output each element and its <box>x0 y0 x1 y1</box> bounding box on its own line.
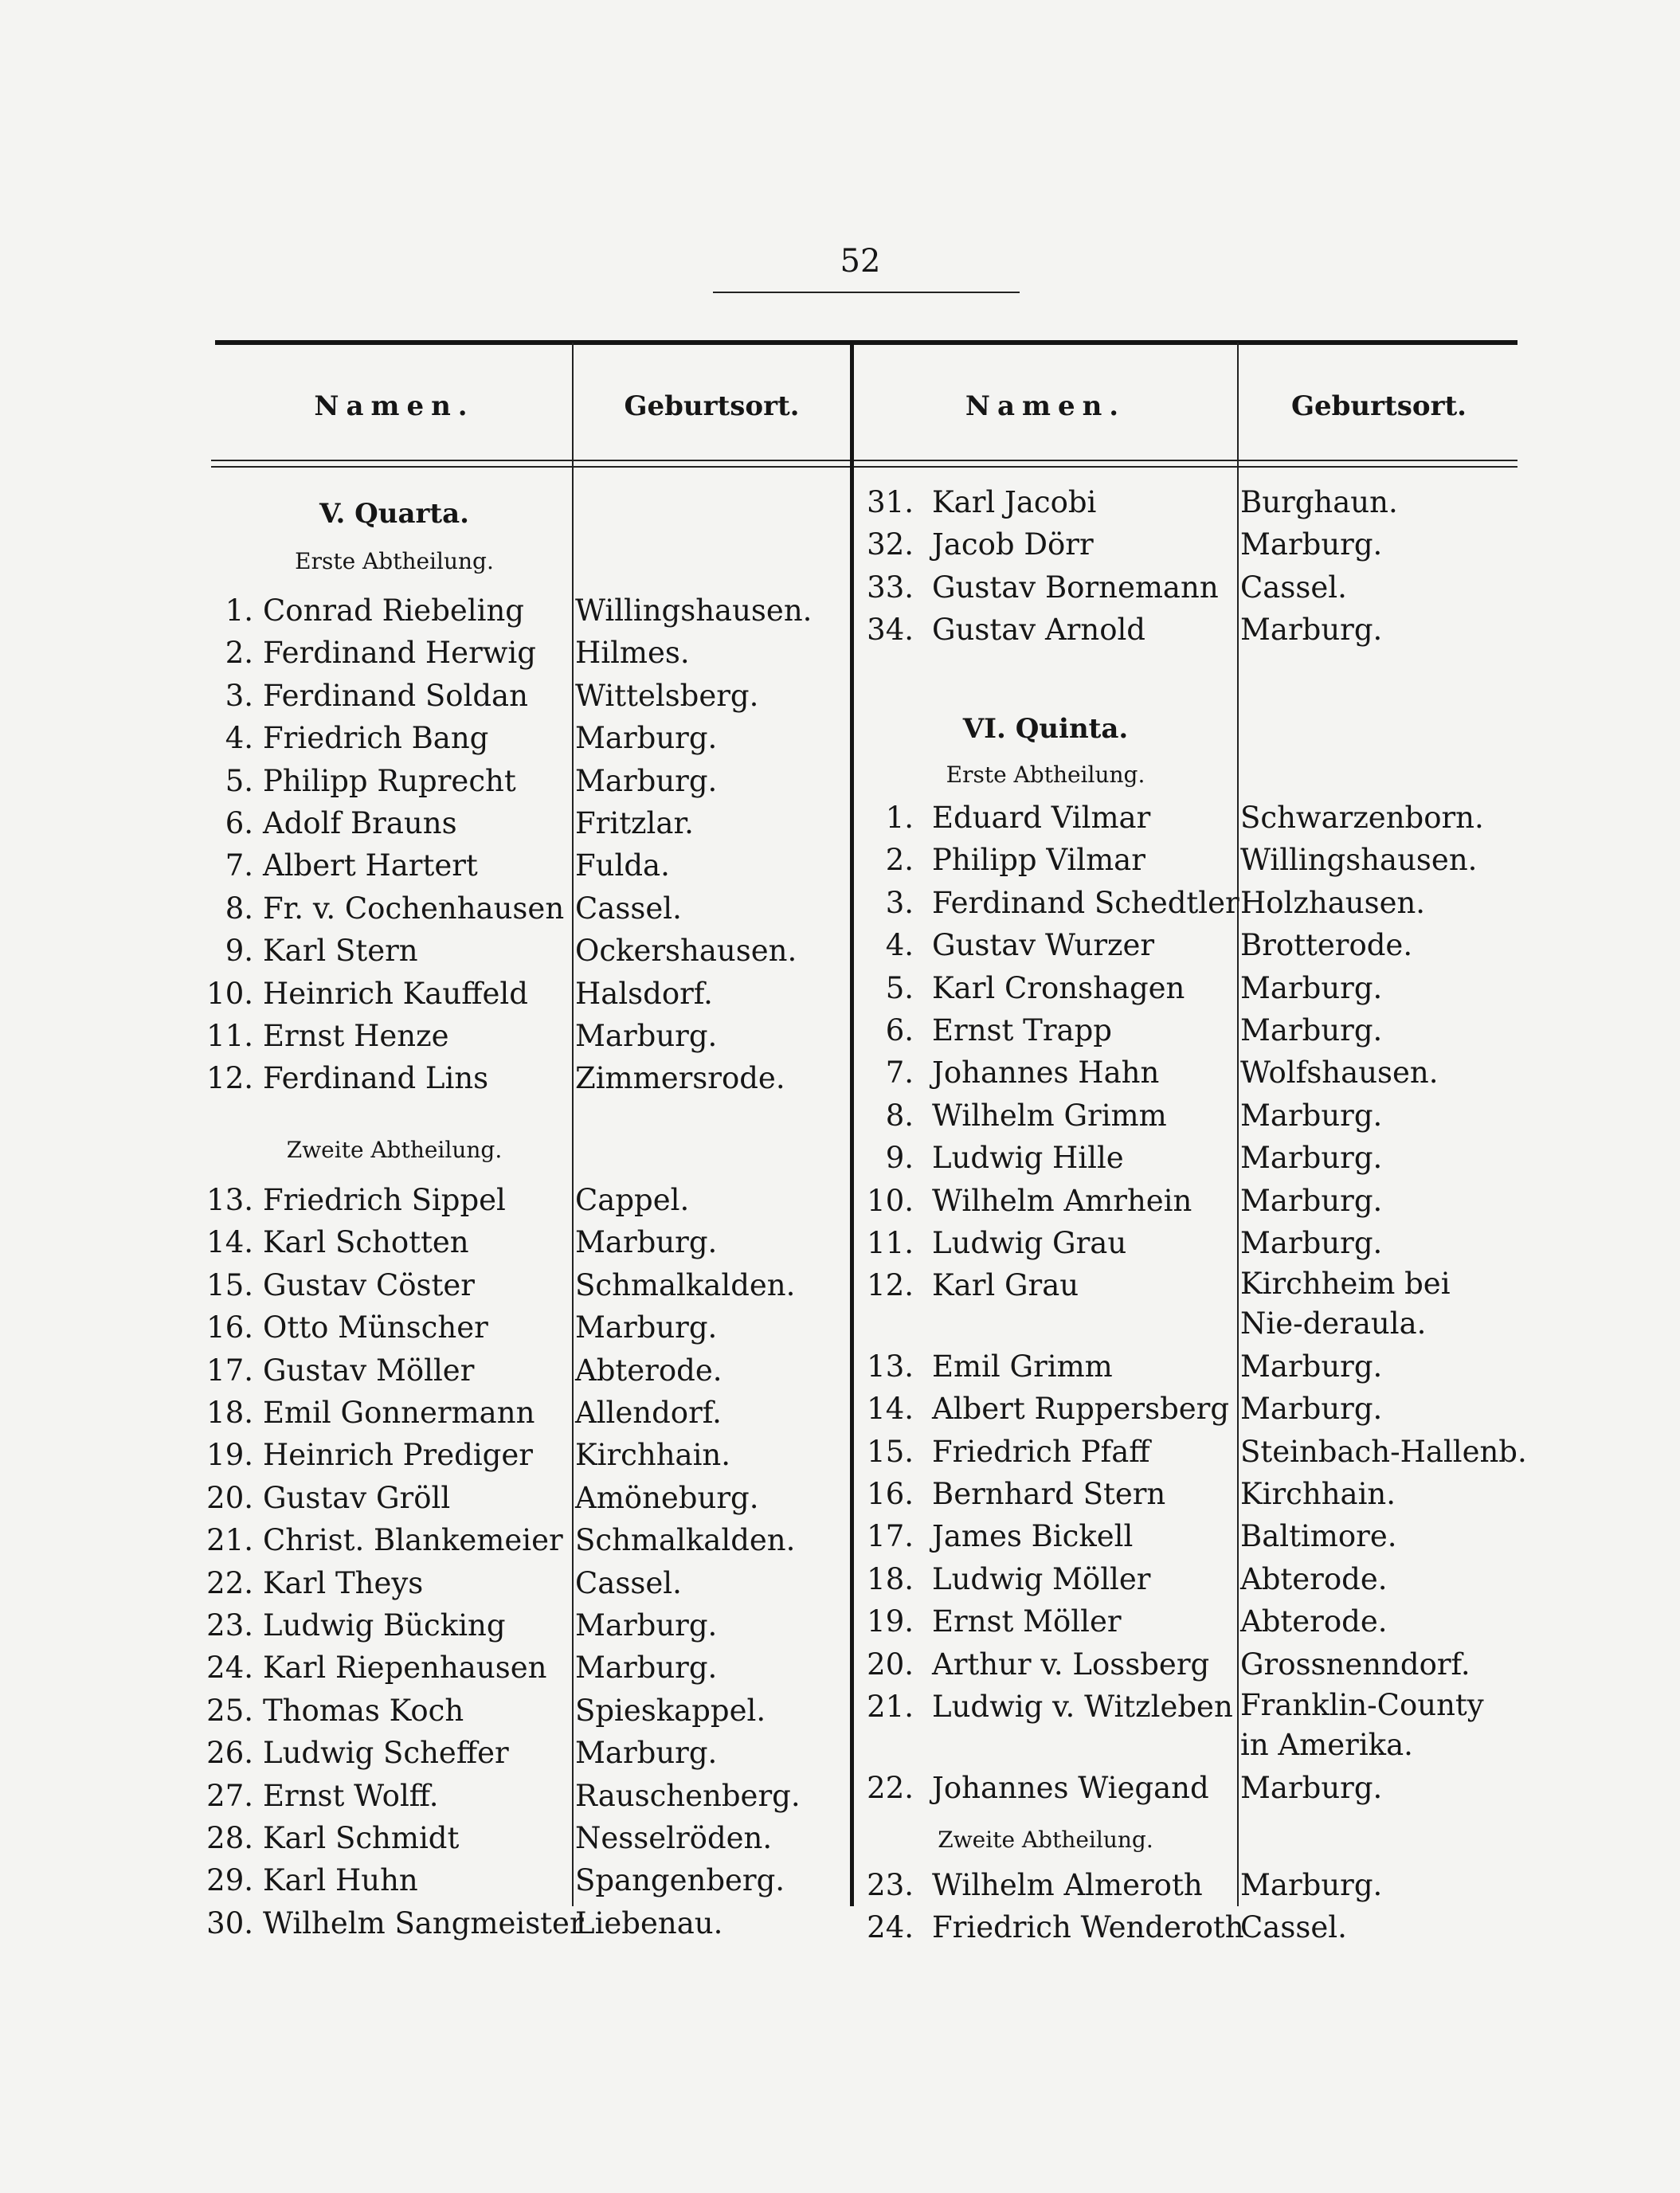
entry-birthplace: Amöneburg. <box>575 1480 759 1515</box>
entry-name: Gustav Arnold <box>932 613 1145 648</box>
entry-number: 15. <box>867 1434 914 1469</box>
entry-number: 21. <box>867 1690 914 1725</box>
entry-birthplace: Marburg. <box>1240 613 1383 648</box>
entry-number: 9. <box>885 1141 914 1176</box>
entry-birthplace: Cassel. <box>575 891 682 926</box>
section-title: VI. Quinta. <box>962 713 1129 745</box>
entry-name: Ludwig Möller <box>932 1561 1151 1596</box>
entry-name: Gustav Cöster <box>263 1267 475 1302</box>
entry-birthplace: Schmalkalden. <box>575 1523 796 1558</box>
subsection-title: Zweite Abtheilung. <box>938 1827 1153 1853</box>
entry-number: 9. <box>225 934 253 969</box>
entry-birthplace: Nesselröden. <box>575 1821 773 1855</box>
entry-name: Ferdinand Soldan <box>263 678 528 713</box>
entry-number: 19. <box>206 1438 253 1473</box>
entry-name: Conrad Riebeling <box>263 593 524 628</box>
entry-birthplace: Willingshausen. <box>1240 843 1478 878</box>
entry-birthplace: Marburg. <box>575 1608 718 1643</box>
entry-birthplace: Cassel. <box>575 1565 682 1600</box>
entry-number: 20. <box>867 1647 914 1682</box>
entry-birthplace: Marburg. <box>575 763 718 798</box>
entry-birthplace: Allendorf. <box>575 1396 722 1430</box>
entry-number: 13. <box>867 1349 914 1384</box>
entry-number: 10. <box>206 976 253 1011</box>
entry-name: Eduard Vilmar <box>932 801 1151 835</box>
entry-name: Karl Theys <box>263 1565 424 1600</box>
entry-birthplace: Liebenau. <box>575 1905 723 1940</box>
entry-number: 20. <box>206 1480 253 1515</box>
entry-name: Johannes Wiegand <box>932 1770 1209 1805</box>
entry-birthplace: Marburg. <box>1240 1770 1383 1805</box>
entry-birthplace: Fulda. <box>575 848 670 883</box>
entry-birthplace: Marburg. <box>575 1019 718 1053</box>
entry-name: Ernst Wolff. <box>263 1778 439 1813</box>
entry-name: Thomas Koch <box>263 1693 464 1728</box>
entry-name: Gustav Gröll <box>263 1480 451 1515</box>
entry-name: Emil Grimm <box>932 1349 1113 1384</box>
entry-number: 34. <box>867 613 914 648</box>
entry-name: Ernst Henze <box>263 1019 449 1053</box>
entry-birthplace: Hilmes. <box>575 636 690 671</box>
entry-birthplace: Brotterode. <box>1240 928 1413 963</box>
entry-number: 18. <box>867 1561 914 1596</box>
entry-name: Karl Riepenhausen <box>263 1651 547 1686</box>
entry-birthplace: Wittelsberg. <box>575 678 759 713</box>
entry-birthplace: Willingshausen. <box>575 593 813 628</box>
entry-birthplace: Marburg. <box>1240 1226 1383 1260</box>
entry-number: 24. <box>206 1651 253 1686</box>
entry-birthplace: Spangenberg. <box>575 1863 785 1898</box>
entry-birthplace: Zimmersrode. <box>575 1061 785 1096</box>
entry-number: 1. <box>225 593 253 628</box>
entry-name: Albert Ruppersberg <box>932 1392 1230 1427</box>
entry-birthplace: Cassel. <box>1240 570 1347 605</box>
entry-number: 13. <box>206 1183 253 1217</box>
header-name-right: Namen. <box>965 390 1126 422</box>
section-title: V. Quarta. <box>319 498 469 530</box>
entry-number: 18. <box>206 1396 253 1430</box>
entry-birthplace: Marburg. <box>575 1225 718 1260</box>
entry-birthplace: Wolfshausen. <box>1240 1055 1439 1091</box>
entry-birthplace: Marburg. <box>575 1736 718 1771</box>
entry-name: Ferdinand Herwig <box>263 636 536 671</box>
entry-birthplace: Cappel. <box>575 1183 690 1217</box>
entry-birthplace: Marburg. <box>575 721 718 756</box>
entry-name: Karl Grau <box>932 1268 1079 1303</box>
entry-name: Karl Schotten <box>263 1225 469 1260</box>
entry-name: Ludwig Scheffer <box>263 1736 509 1771</box>
entry-name: Karl Jacobi <box>932 485 1097 519</box>
entry-birthplace: Rauschenberg. <box>575 1778 801 1813</box>
entry-number: 12. <box>867 1268 914 1303</box>
entry-birthplace: Kirchhain. <box>575 1438 731 1473</box>
entry-name: Ludwig Bücking <box>263 1608 506 1643</box>
entry-birthplace: Marburg. <box>1240 1868 1383 1902</box>
entry-name: Ferdinand Lins <box>263 1061 489 1096</box>
header-rule <box>211 466 1517 468</box>
entry-name: Ernst Möller <box>932 1604 1122 1639</box>
entry-number: 11. <box>867 1226 914 1260</box>
entry-name: Emil Gonnermann <box>263 1396 535 1430</box>
entry-birthplace: Abterode. <box>575 1353 723 1388</box>
entry-birthplace: Ockershausen. <box>575 934 797 969</box>
column-divider <box>572 343 574 1906</box>
entry-name: Karl Schmidt <box>263 1821 460 1855</box>
entry-name: Jacob Dörr <box>932 527 1094 562</box>
entry-birthplace: Burghaun. <box>1240 485 1398 519</box>
entry-number: 14. <box>206 1225 253 1260</box>
entry-number: 28. <box>206 1821 253 1855</box>
entry-birthplace: Abterode. <box>1240 1604 1388 1639</box>
subsection-title: Erste Abtheilung. <box>295 548 494 574</box>
entry-number: 23. <box>206 1608 253 1643</box>
entry-number: 2. <box>225 636 253 671</box>
entry-number: 21. <box>206 1523 253 1558</box>
page-number: 52 <box>840 243 881 280</box>
entry-number: 4. <box>225 721 253 756</box>
entry-birthplace: Steinbach-Hallenb. <box>1240 1434 1527 1469</box>
entry-name: Philipp Ruprecht <box>263 763 516 798</box>
entry-number: 7. <box>885 1055 914 1091</box>
entry-name: Gustav Möller <box>263 1353 475 1388</box>
entry-number: 30. <box>206 1905 253 1940</box>
entry-number: 2. <box>885 843 914 878</box>
entry-name: Ferdinand Schedtler <box>932 885 1239 920</box>
entry-number: 16. <box>206 1310 253 1345</box>
entry-birthplace: Marburg. <box>1240 527 1383 562</box>
entry-number: 31. <box>867 485 914 519</box>
entry-birthplace: Marburg. <box>575 1310 718 1345</box>
entry-number: 6. <box>225 806 253 840</box>
entry-birthplace: Kirchhain. <box>1240 1477 1396 1512</box>
entry-number: 10. <box>867 1183 914 1218</box>
entry-birthplace: Marburg. <box>1240 1392 1383 1427</box>
header-place-right: Geburtsort. <box>1290 390 1467 422</box>
entry-birthplace: Schwarzenborn. <box>1240 801 1484 835</box>
entry-birthplace: Abterode. <box>1240 1561 1388 1596</box>
entry-number: 3. <box>885 885 914 920</box>
entry-number: 1. <box>885 801 914 835</box>
entry-name: Wilhelm Almeroth <box>932 1868 1203 1902</box>
entry-number: 11. <box>206 1019 253 1053</box>
entry-number: 4. <box>885 928 914 963</box>
entry-number: 17. <box>206 1353 253 1388</box>
entry-birthplace: Marburg. <box>1240 970 1383 1005</box>
entry-name: Gustav Wurzer <box>932 928 1155 963</box>
entry-name: Ludwig v. Witzleben <box>932 1690 1233 1725</box>
entry-name: Friedrich Bang <box>263 721 489 756</box>
entry-name: Christ. Blankemeier <box>263 1523 563 1558</box>
entry-name: Ludwig Grau <box>932 1226 1127 1260</box>
entry-number: 32. <box>867 527 914 562</box>
entry-name: Heinrich Prediger <box>263 1438 533 1473</box>
entry-birthplace: Marburg. <box>575 1651 718 1686</box>
entry-name: Heinrich Kauffeld <box>263 976 528 1011</box>
entry-name: Philipp Vilmar <box>932 843 1145 878</box>
entry-name: Friedrich Wenderoth <box>932 1910 1244 1945</box>
entry-number: 25. <box>206 1693 253 1728</box>
entry-name: Adolf Brauns <box>263 806 457 840</box>
entry-number: 15. <box>206 1267 253 1302</box>
entry-birthplace: Franklin-County in Amerika. <box>1240 1688 1484 1763</box>
header-place-left: Geburtsort. <box>624 390 800 422</box>
entry-number: 19. <box>867 1604 914 1639</box>
entry-name: Wilhelm Amrhein <box>932 1183 1192 1218</box>
entry-birthplace: Schmalkalden. <box>575 1267 796 1302</box>
entry-birthplace: Baltimore. <box>1240 1519 1397 1554</box>
entry-name: Ludwig Hille <box>932 1141 1124 1176</box>
entry-number: 24. <box>867 1910 914 1945</box>
entry-birthplace: Marburg. <box>1240 1183 1383 1218</box>
entry-name: James Bickell <box>932 1519 1134 1554</box>
entry-number: 7. <box>225 848 253 883</box>
entry-name: Ernst Trapp <box>932 1013 1112 1048</box>
entry-name: Johannes Hahn <box>932 1055 1160 1091</box>
entry-birthplace: Marburg. <box>1240 1141 1383 1176</box>
entry-name: Karl Cronshagen <box>932 970 1185 1005</box>
entry-birthplace: Halsdorf. <box>575 976 713 1011</box>
entry-name: Friedrich Sippel <box>263 1183 506 1217</box>
entry-birthplace: Cassel. <box>1240 1910 1347 1945</box>
entry-birthplace: Fritzlar. <box>575 806 694 840</box>
table-top-rule <box>215 340 1517 345</box>
entry-name: Friedrich Pfaff <box>932 1434 1150 1469</box>
entry-birthplace: Marburg. <box>1240 1013 1383 1048</box>
entry-name: Fr. v. Cochenhausen <box>263 891 565 926</box>
entry-number: 22. <box>867 1770 914 1805</box>
entry-name: Arthur v. Lossberg <box>932 1647 1210 1682</box>
subsection-title: Erste Abtheilung. <box>946 762 1145 788</box>
entry-number: 22. <box>206 1565 253 1600</box>
entry-name: Albert Hartert <box>263 848 478 883</box>
entry-number: 26. <box>206 1736 253 1771</box>
entry-number: 14. <box>867 1392 914 1427</box>
entry-birthplace: Marburg. <box>1240 1098 1383 1133</box>
entry-name: Wilhelm Grimm <box>932 1098 1167 1133</box>
entry-name: Gustav Bornemann <box>932 570 1219 605</box>
entry-birthplace: Kirchheim bei Nie-deraula. <box>1240 1267 1451 1341</box>
entry-number: 33. <box>867 570 914 605</box>
entry-number: 27. <box>206 1778 253 1813</box>
subsection-title: Zweite Abtheilung. <box>286 1137 503 1163</box>
entry-number: 5. <box>885 970 914 1005</box>
entry-name: Otto Münscher <box>263 1310 488 1345</box>
entry-birthplace: Grossnenndorf. <box>1240 1647 1470 1682</box>
entry-birthplace: Spieskappel. <box>575 1693 766 1728</box>
entry-name: Wilhelm Sangmeister <box>263 1905 584 1940</box>
entry-name: Bernhard Stern <box>932 1477 1166 1512</box>
entry-number: 6. <box>885 1013 914 1048</box>
entry-number: 12. <box>206 1061 253 1096</box>
entry-number: 3. <box>225 678 253 713</box>
entry-number: 29. <box>206 1863 253 1898</box>
entry-number: 17. <box>867 1519 914 1554</box>
entry-number: 16. <box>867 1477 914 1512</box>
entry-number: 5. <box>225 763 253 798</box>
entry-name: Karl Stern <box>263 934 418 969</box>
column-divider <box>1237 343 1239 1906</box>
entry-name: Karl Huhn <box>263 1863 418 1898</box>
page-number-rule <box>713 292 1020 293</box>
entry-number: 23. <box>867 1868 914 1902</box>
header-rule <box>211 460 1517 461</box>
entry-birthplace: Holzhausen. <box>1240 885 1426 920</box>
header-name-left: Namen. <box>314 390 475 422</box>
entry-birthplace: Marburg. <box>1240 1349 1383 1384</box>
entry-number: 8. <box>225 891 253 926</box>
entry-number: 8. <box>885 1098 914 1133</box>
